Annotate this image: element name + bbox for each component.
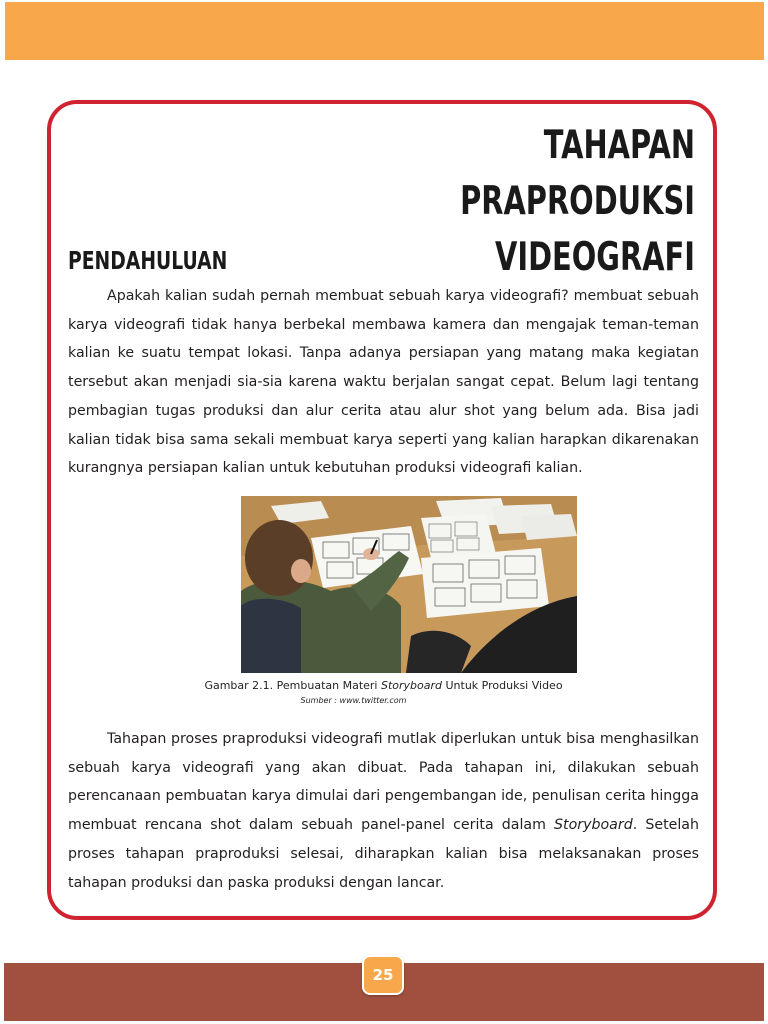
figure-caption-suffix: Untuk Produksi Video: [442, 679, 563, 692]
storyboard-photo: [241, 496, 577, 673]
content-frame: [47, 100, 717, 920]
chapter-title: [310, 118, 695, 286]
figure-caption-italic: Storyboard: [380, 679, 442, 692]
figure-caption: [68, 679, 699, 693]
figure-caption-prefix: Gambar 2.1. Pembuatan Materi: [204, 679, 381, 692]
body-paragraph: [68, 725, 699, 897]
body-paragraph-italic: Storyboard: [554, 817, 633, 834]
figure-source-text: Sumber : www.twitter.com: [300, 696, 407, 705]
top-header-band: [5, 2, 764, 60]
section-heading: PENDAHULUAN: [68, 246, 228, 275]
intro-paragraph: Apakah kalian sudah pernah membuat sebuah karya videografi? membuat sebuah karya videografi tidak hanya berbekal membawa kamera dan mengajak teman-teman kalian ke suatu tempat lokasi. Tanpa adanya persiapan yang matang maka kegiatan tersebut akan menjadi sia-sia karena waktu berjalan sangat cepat. Belum lagi tentang pembagian tugas produksi dan alur cerita atau alur shot yang belum ada. Bisa jadi kalian tidak bisa sama sekali membuat karya seperti yang kalian harapkan dikarenakan kurangnya persiapan kalian untuk kebutuhan produksi videografi kalian.: [68, 288, 699, 477]
chapter-title-line-1: TAHAPAN PRAPRODUKSI: [460, 123, 695, 224]
chapter-title-line-2: VIDEOGRAFI: [495, 235, 695, 280]
body-paragraph-part-2: . Setelah proses tahapan praproduksi selesai, diharapkan kalian bisa melaksanakan proses tahapan produksi dan paska produksi dengan lancar.: [68, 817, 699, 891]
figure-source: [68, 696, 699, 706]
body-paragraph-part-1: Tahapan proses praproduksi videografi mutlak diperlukan untuk bisa menghasilkan sebuah karya videografi yang akan dibuat. Pada tahapan ini, dilakukan sebuah perencanaan pembuatan karya dimulai dari pengembangan ide, penulisan cerita hingga membuat rencana shot dalam sebuah panel-panel cerita dalam: [68, 731, 699, 834]
page-number-badge: 25: [362, 955, 404, 995]
